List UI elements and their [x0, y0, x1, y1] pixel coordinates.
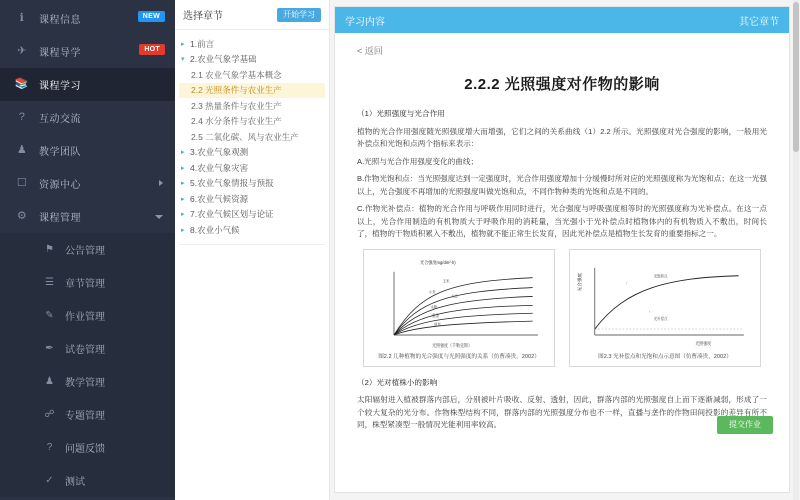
figure-left-xlabel: 光照强度（千勒克斯）: [432, 342, 472, 348]
paragraph: C.作物光补偿点：植物的光合作用与呼吸作用同时进行，光合强度与呼吸强度相等时的光照强度称为光补偿点。在这一点以上，光合作用制造的有机物质大于呼吸作用的消耗量，当光强小于光补偿点时植物体内的有机物质入不敷出，时间长了，植物的干物质积累入不敷出，植物就不能正常生长发育，因此光补偿点是植物生长发育的重要指标之一。: [357, 204, 767, 239]
sidebar-subitem-label: 专题管理: [65, 411, 105, 422]
tree-icon: ☰: [45, 277, 54, 288]
question-icon: ?: [46, 442, 53, 453]
tree-item-label: 2.4 水分条件与农业生产: [191, 116, 282, 127]
sidebar-subitem-announcements[interactable]: [0, 233, 175, 266]
folder-icon: ☐: [16, 177, 28, 189]
chapter-tree: [175, 30, 329, 245]
svg-text:↑: ↑: [626, 281, 628, 286]
content-header: [335, 7, 789, 33]
paragraph: （2）光对植株小的影响: [357, 377, 438, 387]
chevron-right-icon: ▸: [181, 211, 185, 219]
tree-item-label: 2.3 热量条件与农业生产: [191, 100, 282, 111]
paragraph: B.作物光饱和点：当光照强度达到一定强度时，光合作用强度增加十分缓慢时所对应的光照强度称为光饱和点；在这一光强以上，光合强度不再增加的光照强度叫做光饱和点，不同作物种类的光饱和点是不同的。: [357, 174, 767, 196]
tree-item[interactable]: [179, 145, 325, 161]
chapter-panel: [175, 0, 330, 500]
sidebar-item-label: 课程学习: [39, 81, 81, 92]
paragraph: A.光照与光合作用强度变化的曲线；: [357, 156, 479, 166]
sidebar-item-course-study[interactable]: [0, 68, 175, 101]
tree-item[interactable]: [179, 36, 325, 52]
content-header-title: 学习内容: [345, 16, 385, 28]
tree-item-label: 3.农业气象观测: [190, 147, 249, 158]
tree-item[interactable]: [179, 160, 325, 176]
chevron-down-icon: ▾: [181, 56, 185, 64]
sidebar-item-label: 互动交流: [39, 114, 81, 125]
sidebar-subitem-label: 作业管理: [65, 312, 105, 323]
tree-item[interactable]: [179, 67, 325, 83]
figure-right-annotation-compensation: ↑: [648, 309, 651, 314]
page-scrollbar-thumb[interactable]: [793, 2, 799, 152]
sidebar-subitem-topics[interactable]: [0, 398, 175, 431]
tree-item[interactable]: [179, 52, 325, 68]
status-badge: HOT: [139, 44, 165, 55]
svg-text:小麦: 小麦: [428, 289, 436, 295]
sidebar-item-resource-center[interactable]: [0, 167, 175, 200]
link-icon: ☍: [44, 409, 55, 420]
sidebar-item-label: 课程导学: [39, 48, 81, 59]
figure-right-chart: [574, 254, 756, 353]
chat-icon: ?: [18, 111, 26, 123]
tree-item[interactable]: [179, 176, 325, 192]
tree-item-selected[interactable]: [179, 83, 325, 99]
svg-text:水稻: 水稻: [430, 304, 438, 310]
svg-text:甜菜: 甜菜: [432, 313, 440, 318]
tree-item-label: 1.前言: [190, 38, 215, 49]
tree-item-label: 4.农业气象灾害: [190, 162, 249, 173]
tree-item[interactable]: [179, 129, 325, 145]
gear-icon: ⚙: [16, 210, 28, 222]
chevron-right-icon: ▸: [181, 164, 185, 172]
sidebar-subitem-homework[interactable]: [0, 299, 175, 332]
rocket-icon: ✈: [17, 45, 27, 57]
figure-row: [357, 249, 767, 367]
tree-item[interactable]: [179, 114, 325, 130]
page-title: 2.2.2 光照强度对作物的影响: [464, 76, 660, 93]
figure-right-caption: 图2.3 光补偿点和光饱和点示意图（仿曹凑贵，2002）: [598, 354, 732, 361]
tree-item[interactable]: [179, 207, 325, 223]
start-study-button[interactable]: 开始学习: [277, 8, 321, 22]
sidebar-item-teaching-team[interactable]: [0, 134, 175, 167]
info-icon: ℹ: [19, 12, 25, 24]
chapter-panel-title: 选择章节: [183, 11, 223, 22]
svg-text:光补偿点: 光补偿点: [653, 316, 668, 321]
content-body: [335, 33, 789, 492]
svg-text:烟草: 烟草: [433, 322, 441, 327]
chevron-down-icon: [155, 215, 163, 219]
sidebar-item-course-management[interactable]: [0, 200, 175, 233]
figure-right-ylabel: 光合强度: [577, 272, 582, 292]
page-scrollbar[interactable]: [793, 0, 799, 500]
tree-item[interactable]: [179, 222, 325, 238]
tree-item[interactable]: [179, 191, 325, 207]
chevron-right-icon: ▸: [181, 149, 185, 157]
users-icon: ♟: [45, 376, 54, 387]
content-card: [334, 6, 790, 493]
tree-item-label: 2.5 二氧化碳、风与农业生产: [191, 131, 299, 142]
sidebar-subitem-teaching[interactable]: [0, 365, 175, 398]
sidebar-item-course-info[interactable]: [0, 2, 175, 35]
sidebar: [0, 0, 175, 500]
edit-icon: ✎: [45, 310, 54, 321]
chevron-right-icon: ▸: [181, 195, 185, 203]
tree-item-label: 2.2 光照条件与农业生产: [191, 85, 282, 96]
tree-item-label: 7.农业气候区划与论证: [190, 209, 274, 220]
chevron-right-icon: ▸: [181, 180, 185, 188]
figure-right: [569, 249, 761, 367]
figure-left-chart: [368, 254, 550, 353]
sidebar-subitem-label: 测试: [65, 477, 85, 488]
back-link[interactable]: < 返回: [357, 46, 383, 56]
submit-homework-button[interactable]: 提交作业: [717, 416, 773, 434]
sidebar-subitem-label: 试卷管理: [65, 345, 105, 356]
tree-item-label: 5.农业气象情报与预报: [190, 178, 274, 189]
chapter-panel-header: [175, 0, 329, 30]
other-chapters-button[interactable]: 其它章节: [739, 16, 779, 28]
sidebar-subitem-label: 教学管理: [65, 378, 105, 389]
figure-left: [363, 249, 555, 367]
paragraph: （1）光照强度与光合作用: [357, 109, 445, 118]
sidebar-item-label: 资源中心: [39, 180, 81, 191]
figure-right-annotation-saturation: 光饱和点: [653, 274, 668, 279]
paragraph: 太阳辐射进入植被群落内部后，分别被叶片吸收、反射、透射，因此，群落内部的光照强度自上而下逐渐减弱，形成了一个较大复杂的光分布。作物株型结构不同，群落内部的光照强度分布也不一样，直播与垄作的作物田间投影的差异有所不同，株型紧凑型一般情况光能利用率较高。: [357, 395, 767, 430]
sidebar-subitem-exam-papers[interactable]: [0, 332, 175, 365]
sidebar-item-label: 课程管理: [39, 213, 81, 224]
figure-left-caption: 图2.2 几种植物的光合强度与光照强度的关系（仿曹凑贵，2002）: [378, 354, 540, 361]
sidebar-subitem-label: 问题反馈: [65, 444, 105, 455]
check-icon: ✓: [45, 475, 54, 486]
chevron-right-icon: ▸: [181, 40, 185, 48]
team-icon: ♟: [16, 144, 28, 156]
paragraph: 植物的光合作用强度随光照强度增大而增强，它们之间的关系曲线（1）2.2 所示。光照强度对光合强度的影响，一般用光补偿点和光饱和点两个指标来表示：: [357, 126, 767, 149]
sidebar-subitem-label: 公告管理: [65, 246, 105, 257]
sidebar-subitem-chapters[interactable]: [0, 266, 175, 299]
chevron-right-icon: [159, 180, 163, 186]
content-area: [330, 0, 800, 500]
figure-left-inner-title: 光合强度mg/dm²·h): [420, 259, 456, 265]
svg-text:玉米: 玉米: [442, 279, 450, 284]
tree-item-label: 6.农业气候资源: [190, 193, 249, 204]
megaphone-icon: ⚑: [45, 244, 54, 255]
status-badge: NEW: [138, 11, 165, 22]
tree-item[interactable]: [179, 98, 325, 114]
tree-item-label: 8.农业小气候: [190, 224, 240, 235]
sidebar-subitem-feedback[interactable]: [0, 431, 175, 464]
sidebar-item-interaction[interactable]: [0, 101, 175, 134]
sidebar-subitem-test[interactable]: [0, 464, 175, 497]
tree-item-label: 2.1 农业气象学基本概念: [191, 69, 282, 80]
divider: [179, 244, 325, 245]
sidebar-subitem-label: 章节管理: [65, 279, 105, 290]
sidebar-item-label: 教学团队: [39, 147, 81, 158]
figure-right-xlabel: 光照强度: [695, 340, 712, 346]
sidebar-item-course-guide[interactable]: [0, 35, 175, 68]
pen-icon: ✒: [45, 343, 54, 354]
book-icon: 📚: [14, 78, 30, 90]
sidebar-item-label: 课程信息: [39, 15, 81, 26]
chevron-right-icon: ▸: [181, 226, 185, 234]
tree-item-label: 2.农业气象学基础: [190, 54, 257, 65]
svg-text:大豆: 大豆: [451, 293, 459, 299]
